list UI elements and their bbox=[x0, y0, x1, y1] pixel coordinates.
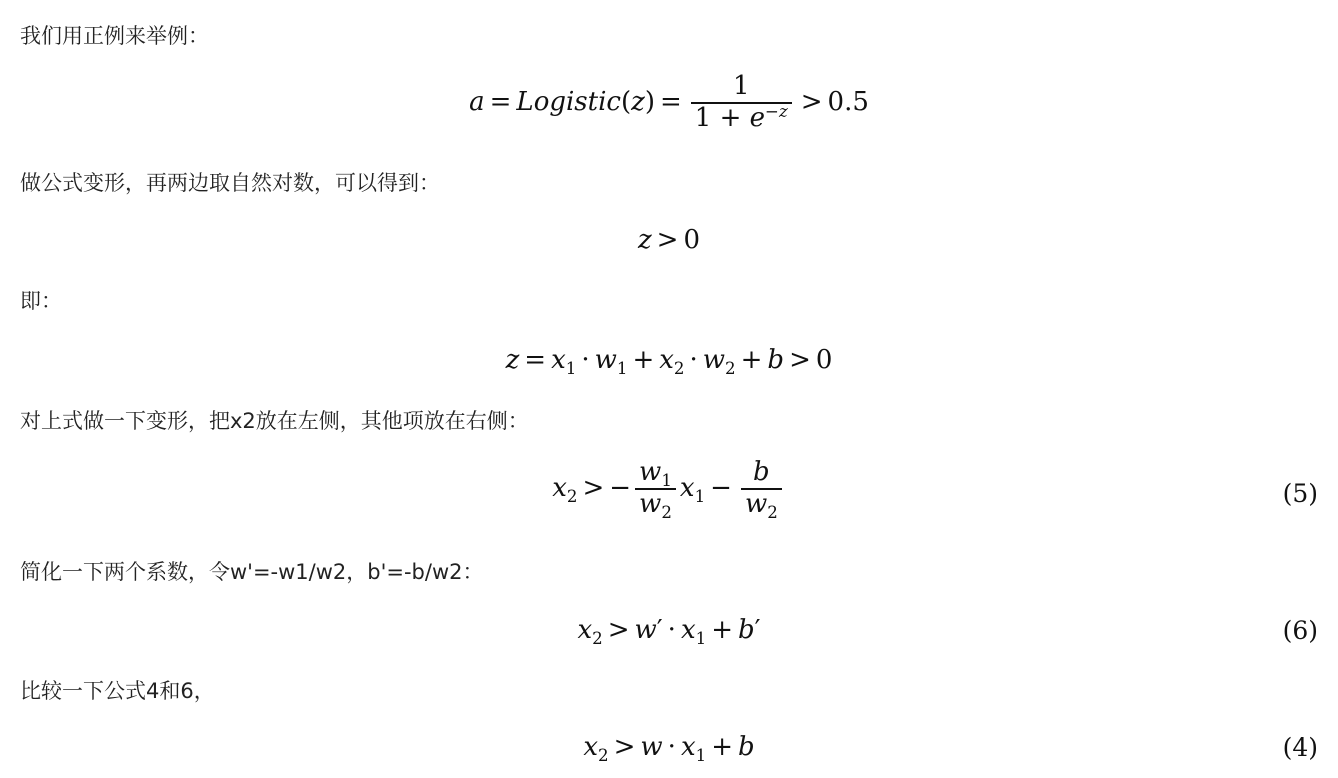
paragraph-transform-log: 做公式变形，再两边取自然对数，可以得到： bbox=[20, 171, 440, 195]
paragraph-positive-example: 我们用正例来举例： bbox=[20, 24, 209, 48]
paragraph-rearrange: 对上式做一下变形，把x2放在左侧，其他项放在右侧： bbox=[20, 409, 529, 433]
equation-linear-boundary: $x_2 > w \cdot x_1 + b$ bbox=[583, 732, 755, 765]
paragraph-compare-formulas: 比较一下公式4和6， bbox=[20, 679, 215, 703]
equation-number-4: (4) bbox=[1282, 733, 1318, 762]
equation-z-expanded: $z = x_1 \cdot w_1 + x_2 \cdot w_2 + b > 0$ bbox=[505, 345, 833, 378]
equation-simplified: $x_2 > w' \cdot x_1 + b'$ bbox=[577, 615, 761, 648]
equation-number-6: (6) bbox=[1282, 616, 1318, 645]
equation-x2-rearranged: $x_2$ > − $\frac{w_1}{w_2}$ $x_1$ − $\frac{b}{w_2}$ bbox=[0, 458, 1338, 520]
equation-number-5: (5) bbox=[1282, 479, 1318, 508]
paragraph-namely: 即： bbox=[20, 289, 62, 313]
equation-z-positive: z > 0 bbox=[637, 225, 701, 255]
paragraph-simplify-coefficients: 简化一下两个系数，令w'=-w1/w2，b'=-b/w2： bbox=[20, 560, 484, 584]
equation-logistic: a = Logistic(z) = $\frac{1}{1 + e^{-z}}$ > 0.5 bbox=[469, 71, 869, 133]
